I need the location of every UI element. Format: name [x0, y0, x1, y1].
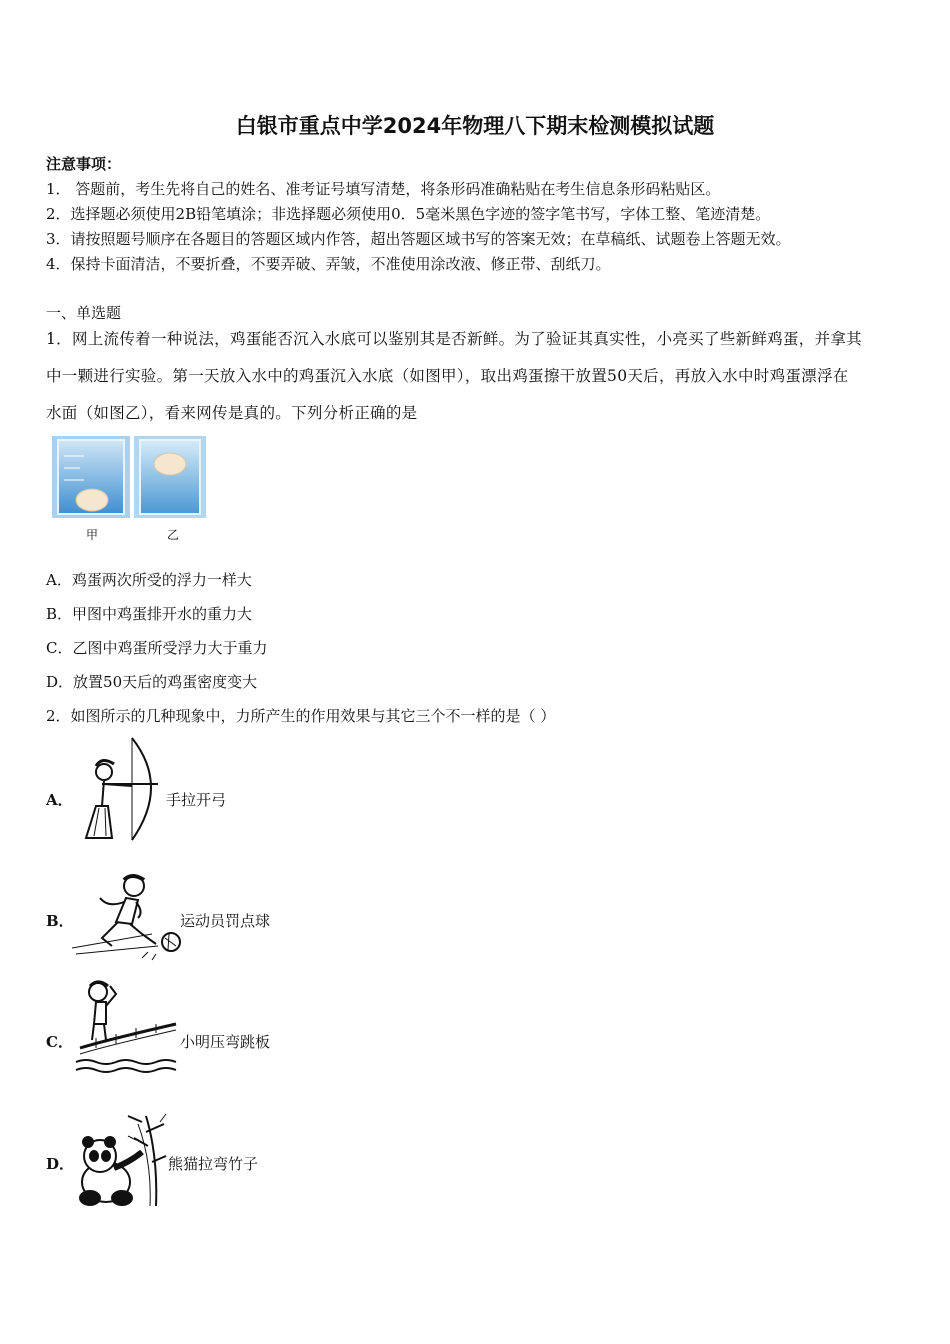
q1-option-d: D．放置50天后的鸡蛋密度变大	[46, 673, 258, 691]
notice-item: 2．选择题必须使用2B铅笔填涂；非选择题必须使用0．5毫米黑色字迹的签字笔书写，字体工整、笔迹清楚。	[46, 205, 771, 223]
q2-option-d-caption: 熊猫拉弯竹子	[168, 1155, 259, 1173]
figure-caption-yi: 乙	[167, 528, 180, 542]
q2-option-c-caption: 小明压弯跳板	[180, 1033, 271, 1051]
q1-stem-line: 1．网上流传着一种说法，鸡蛋能否沉入水底可以鉴别其是否新鲜。为了验证其真实性，小亮买了些新鲜鸡蛋，并拿其	[46, 330, 862, 348]
notice-heading: 注意事项：	[46, 155, 122, 173]
q2-option-b-caption: 运动员罚点球	[180, 912, 271, 930]
q2-option-a-letter: A．	[46, 791, 73, 809]
q1-option-c: C．乙图中鸡蛋所受浮力大于重力	[46, 639, 268, 657]
diving-board-drawing-icon	[76, 978, 180, 1078]
q2-option-c-letter: C．	[46, 1033, 73, 1051]
q1-option-a: A．鸡蛋两次所受的浮力一样大	[46, 571, 252, 589]
notice-item: 4．保持卡面清洁，不要折叠，不要弄破、弄皱，不准使用涂改液、修正带、刮纸刀。	[46, 255, 611, 273]
q2-option-d-letter: D．	[46, 1155, 75, 1173]
figure-caption-jia: 甲	[86, 528, 99, 542]
beaker-floating-egg-image	[134, 436, 206, 518]
beaker-sunk-egg-image	[52, 436, 130, 518]
page-title: 白银市重点中学2024年物理八下期末检测模拟试题	[235, 114, 715, 138]
soccer-player-drawing-icon	[72, 872, 184, 964]
q1-option-b: B．甲图中鸡蛋排开水的重力大	[46, 605, 253, 623]
notice-item: 3．请按照题号顺序在各题目的答题区域内作答，超出答题区域书写的答案无效；在草稿纸、试题卷上答题无效。	[46, 230, 791, 248]
q1-stem-line: 水面（如图乙），看来网传是真的。下列分析正确的是	[46, 404, 418, 422]
q2-option-a-caption: 手拉开弓	[166, 791, 227, 809]
q1-stem-line: 中一颗进行实验。第一天放入水中的鸡蛋沉入水底（如图甲），取出鸡蛋擦干放置50天后，再放入水中时鸡蛋漂浮在	[46, 367, 849, 385]
panda-bamboo-drawing-icon	[76, 1112, 168, 1208]
archer-drawing-icon	[72, 736, 162, 842]
q2-stem: 2．如图所示的几种现象中，力所产生的作用效果与其它三个不一样的是（ ）	[46, 707, 556, 725]
q2-option-b-letter: B．	[46, 912, 74, 930]
section-heading: 一、单选题	[46, 304, 122, 322]
notice-item: 1． 答题前，考生先将自己的姓名、准考证号填写清楚，将条形码准确粘贴在考生信息条形码粘贴区。	[46, 180, 721, 198]
